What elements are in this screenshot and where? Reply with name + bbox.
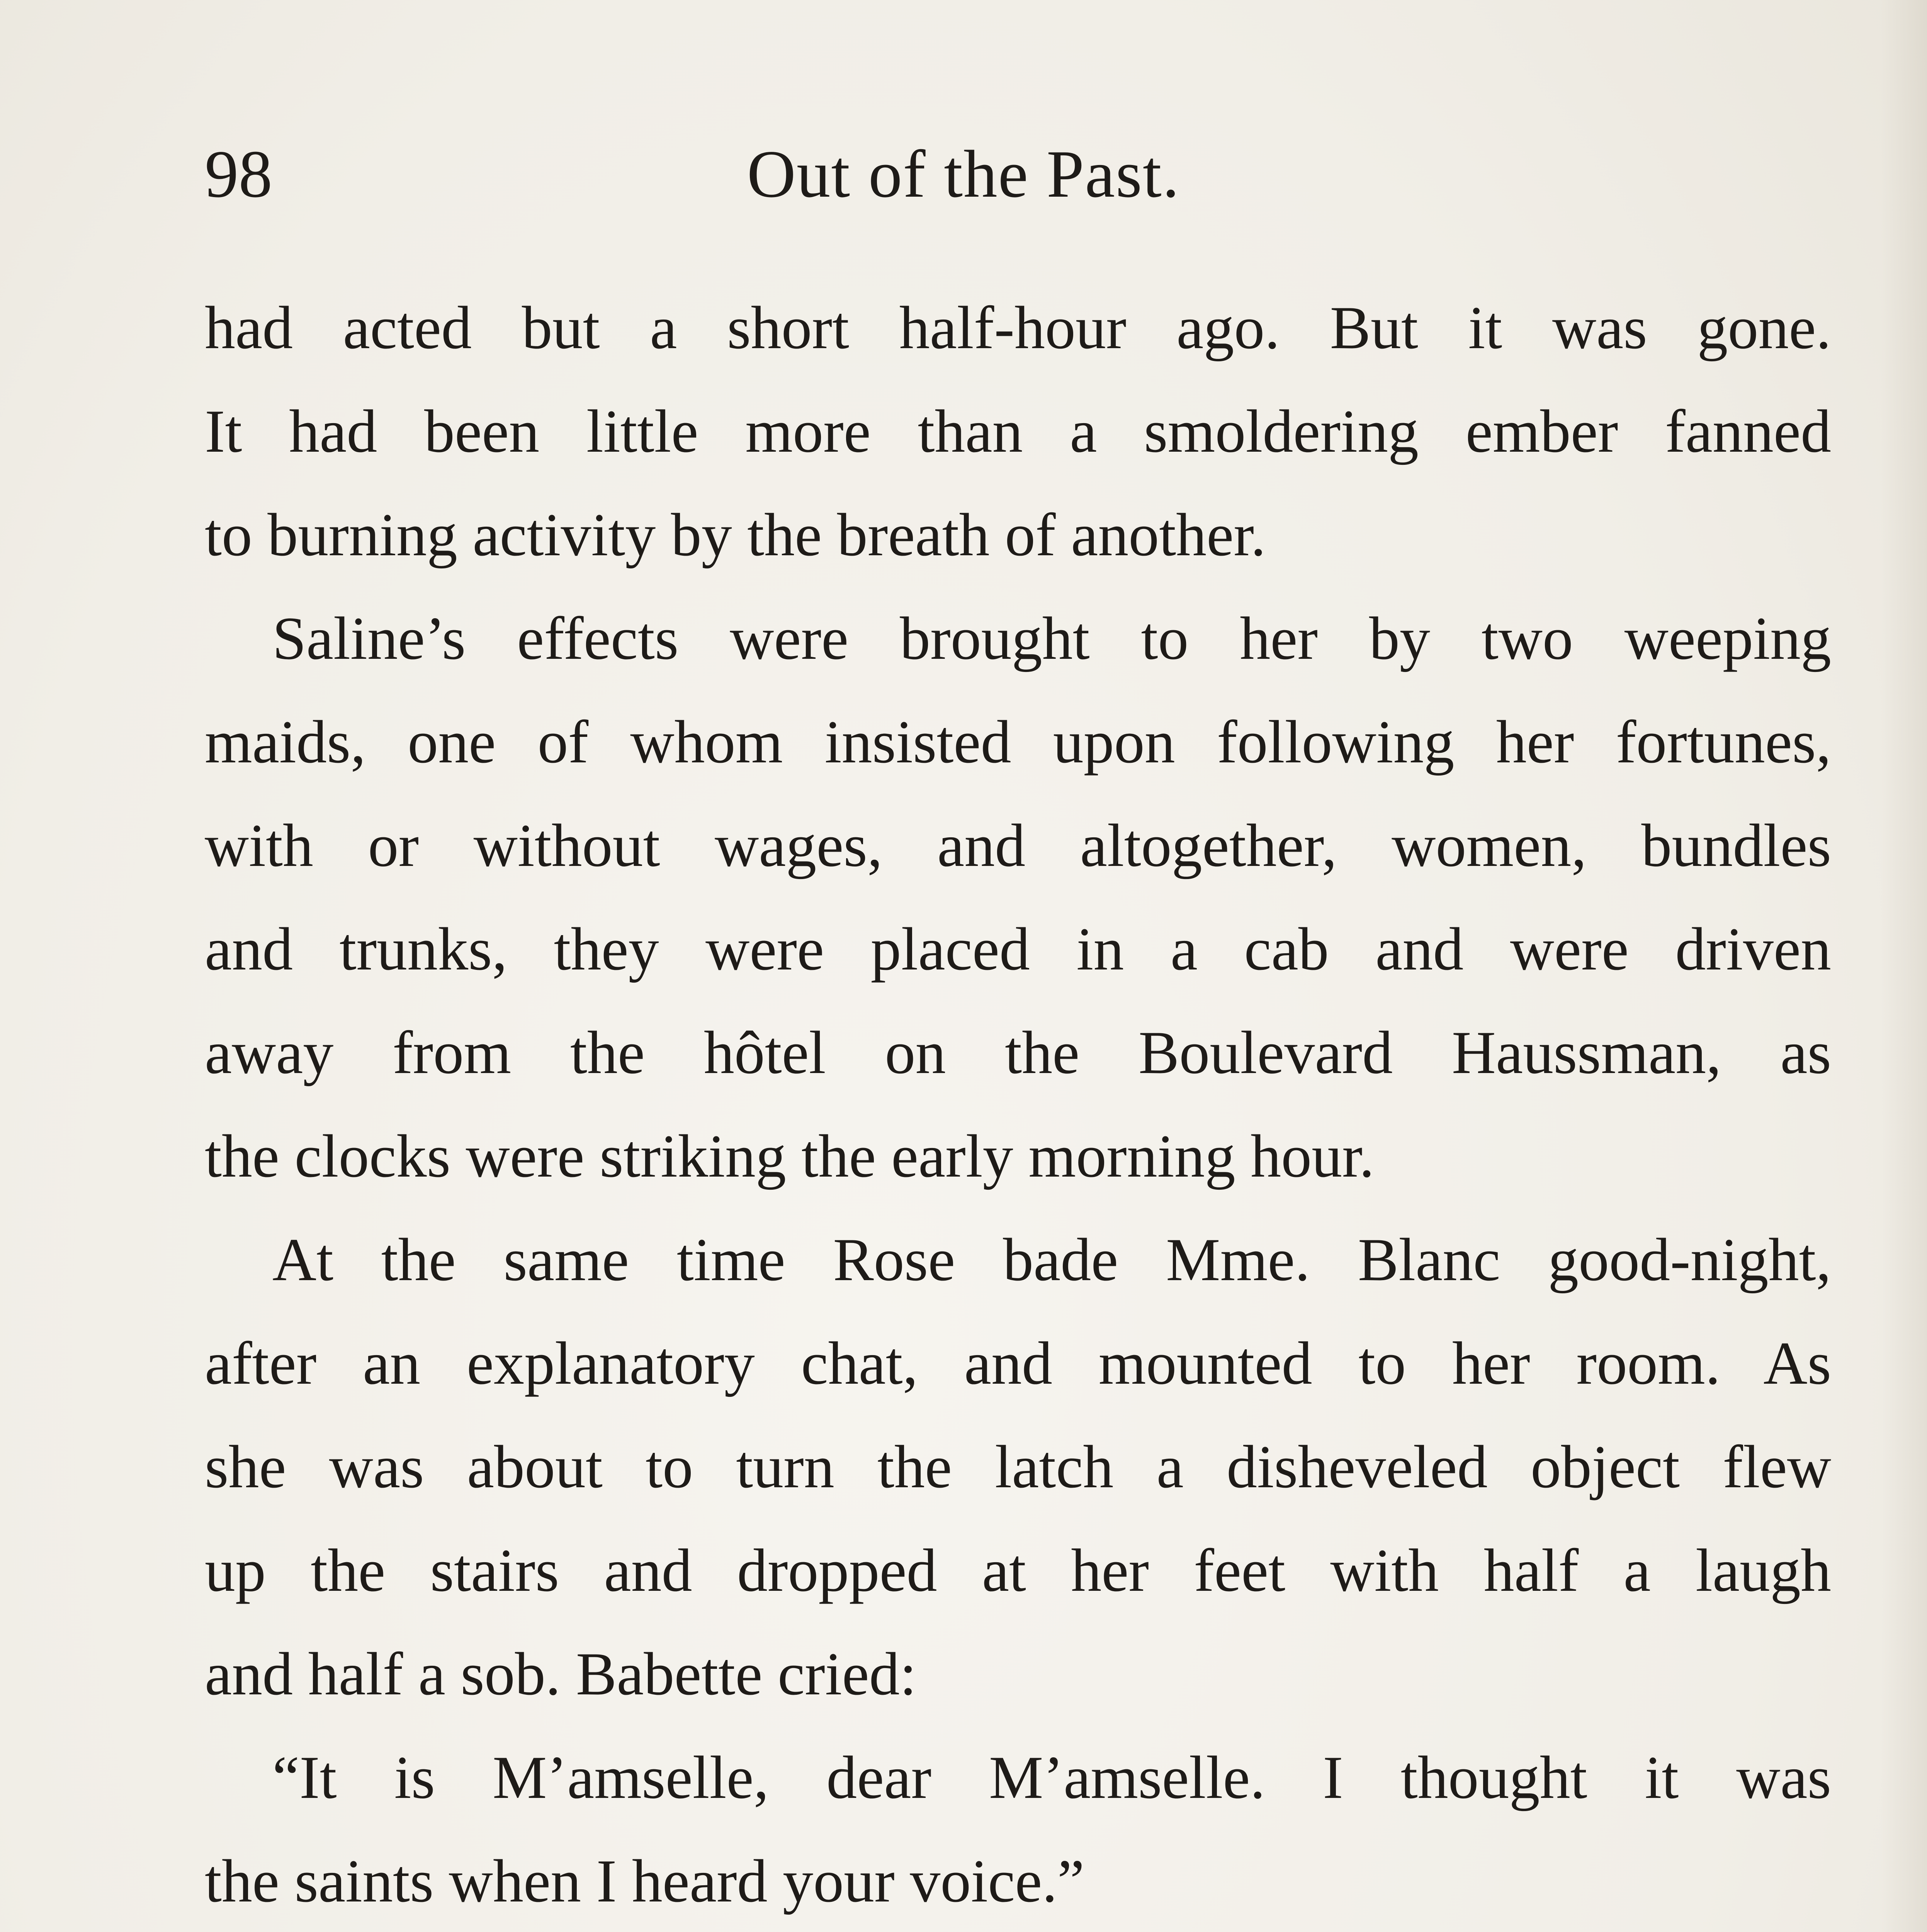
running-title: Out of the Past. [747,136,1180,211]
page-edge-shadow [1881,0,1927,1932]
text-line: Saline’s effects were brought to her by two weeping [272,605,1831,672]
body-text [205,276,1831,1932]
text-line: she was about to turn the latch a disheveled object flew [205,1433,1831,1501]
text-line: “It is M’amselle, dear M’amselle. I thought it was [272,1744,1831,1811]
page-header [0,128,1927,220]
text-line: after an explanatory chat, and mounted to her room. As [205,1330,1831,1397]
text-line: the saints when I heard your voice.” [205,1847,1085,1915]
text-line: At the same time Rose bade Mme. Blanc good-night, [272,1226,1831,1294]
text-line: and trunks, they were placed in a cab and were driven [205,915,1831,983]
text-line: up the stairs and dropped at her feet with half a laugh [205,1537,1831,1604]
text-line: with or without wages, and altogether, women, bundles [205,812,1831,879]
text-line: It had been little more than a smoldering ember fanned [205,398,1831,465]
text-line: maids, one of whom insisted upon following her fortunes, [205,708,1831,776]
page-number: 98 [205,136,272,211]
text-line: and half a sob. Babette cried: [205,1640,917,1708]
text-line: to burning activity by the breath of another. [205,501,1266,569]
text-line: had acted but a short half-hour ago. But it was gone. [205,294,1831,362]
text-line: the clocks were striking the early morning hour. [205,1122,1375,1190]
text-line: away from the hôtel on the Boulevard Haussman, as [205,1019,1831,1087]
